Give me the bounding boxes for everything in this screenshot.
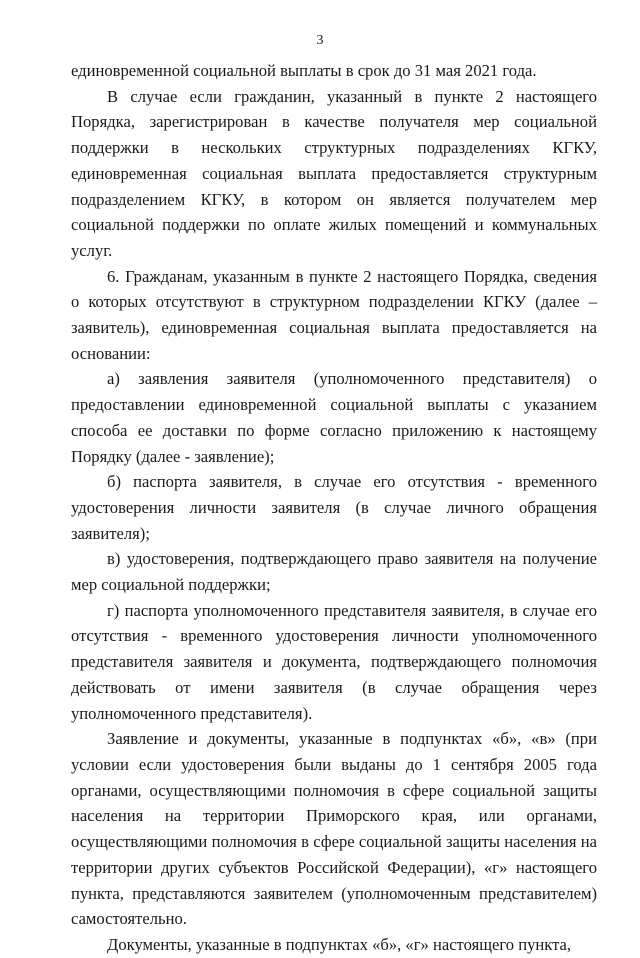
paragraph-documents-continued: Документы, указанные в подпунктах «б», «г» настоящего пункта, <box>107 934 572 954</box>
subparagraph-a: а) заявления заявителя (уполномоченного представителя) о предоставлении единовременной социальной выплаты с указанием способа ее доставки по форме согласно приложению к настоящему Порядку (далее - заявление); <box>71 369 597 466</box>
paragraph-multiple-registration: В случае если гражданин, указанный в пункте 2 настоящего Порядка, зарегистрирован в качестве получателя мер социальной поддержки в нескольких структурных подразделениях КГКУ, единовременная социальная выплата предоставляется структурным подразделением КГКУ, в котором он является получателем мер социальной поддержки по оплате жилых помещений и коммунальных услуг. <box>71 86 597 260</box>
paragraph-application-documents: Заявление и документы, указанные в подпунктах «б», «в» (при условии если удостоверения были выданы до 1 сентября 2005 года органами, осуществляющими полномочия в сфере социальной защиты населения на территории Приморского края, или органами, осуществляющими полномочия в сфере социальной защиты населения на территории других субъектов Российской Федерации), «г» настоящего пункта, представляются заявителем (уполномоченным представителем) самостоятельно. <box>71 729 597 929</box>
paragraph-payment-deadline: единовременной социальной выплаты в срок до 31 мая 2021 года. <box>71 61 537 80</box>
paragraph-item-6: 6. Гражданам, указанным в пункте 2 настоящего Порядка, сведения о которых отсутствуют в структурном подразделении КГКУ (далее – заявитель), единовременная социальная выплата предоставляется на основании: <box>71 266 597 363</box>
subparagraph-b: б) паспорта заявителя, в случае его отсутствия - временного удостоверения личности заявителя (в случае личного обращения заявителя); <box>71 472 597 543</box>
page-number: 3 <box>316 33 324 48</box>
subparagraph-g: г) паспорта уполномоченного представителя заявителя, в случае его отсутствия - временного удостоверения личности уполномоченного представителя заявителя и документа, подтверждающего полномочия действовать от имени заявителя (в случае обращения через уполномоченного представителя). <box>71 600 597 723</box>
subparagraph-v: в) удостоверения, подтверждающего право заявителя на получение мер социальной поддержки; <box>71 549 597 595</box>
document-body <box>71 58 597 958</box>
